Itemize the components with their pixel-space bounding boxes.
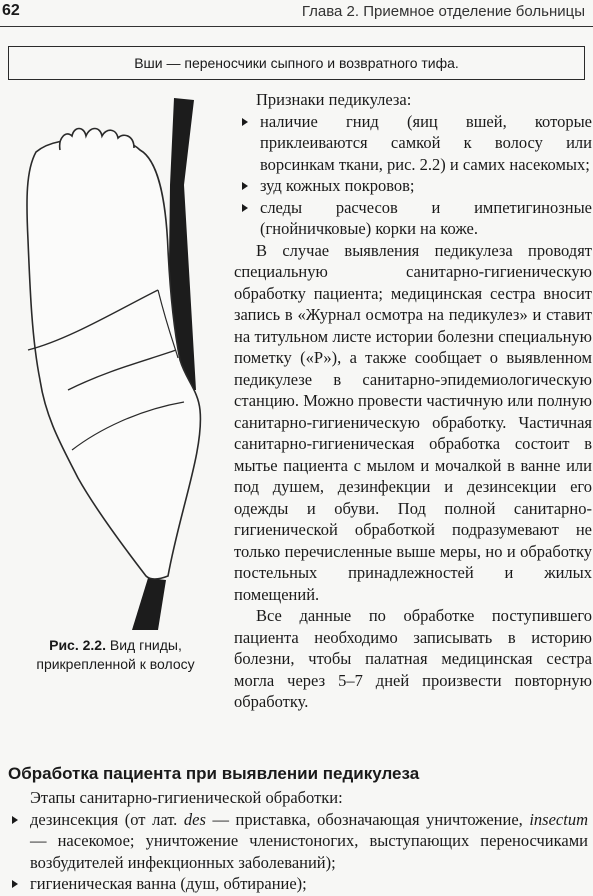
note-text: Вши — переносчики сыпного и возвратного тифа.	[134, 55, 459, 71]
list-item: следы расчесов и импетигинозные (гнойничковые) корки на коже.	[260, 197, 592, 238]
header-rule	[0, 26, 593, 27]
right-column	[234, 89, 592, 713]
paragraph: В случае выявления педикулеза проводят специальную санитарно-гигиеническую обработку пациента; медицинская сестра вносит запись в «Журнал осмотра на педикулез» и ставит на титульном листе истории болезни специальную пометку («Р»), а также сообщает о выявленном педикулезе в санитарно-эпидемиологическую станцию. Можно провести частичную или полную санитарно-гигиеническую обработку. Частичная санитарно-гигиеническая обработка состоит в мытье пациента с мылом и мочалкой в ванне или под душем, дезинфекции и дезинсекции его одежды и обуви. Под полной санитарно-гигиенической обработкой подразумевают не только перечисленные выше меры, но и обработку постельных принадлежностей и жилых помещений.	[234, 240, 592, 604]
running-title: Глава 2. Приемное отделение больницы	[301, 3, 585, 20]
note-box	[8, 46, 585, 80]
nit-cap	[60, 129, 134, 151]
stages-block	[8, 787, 588, 895]
page-header	[0, 0, 593, 24]
figure-caption	[8, 636, 223, 674]
hair-shaft-lower	[132, 578, 166, 630]
nit-figure	[8, 90, 223, 630]
nit-on-hair-illustration	[8, 90, 223, 630]
list-item: зуд кожных покровов;	[260, 175, 592, 197]
list-item: наличие гнид (яиц вшей, которые приклеиваются самкой к волосу или ворсинкам ткани, рис. 2.2) и самих насекомых;	[260, 111, 592, 174]
signs-list	[234, 111, 592, 240]
stages-intro: Этапы санитарно-гигиенической обработки:	[30, 788, 343, 807]
stages-list	[8, 809, 588, 895]
caption-label: Рис. 2.2.	[49, 637, 106, 653]
section-heading: Обработка пациента при выявлении педикулеза	[8, 764, 420, 783]
page-number: 62	[2, 2, 20, 19]
caption-text: Вид гниды, прикрепленной к волосу	[36, 637, 195, 672]
list-item: дезинсекция (от лат. des — приставка, обозначающая уничтожение, insectum — насекомое; уничтожение членистоногих, выступающих переносчиками возбудителей инфекционных заболеваний);	[30, 809, 588, 872]
paragraph: Все данные по обработке поступившего пациента необходимо записывать в историю болезни, чтобы палатная медицинская сестра могла через 5–7 дней произвести повторную обработку.	[234, 606, 592, 711]
signs-intro: Признаки педикулеза:	[256, 90, 412, 109]
list-item: гигиеническая ванна (душ, обтирание);	[30, 873, 588, 895]
